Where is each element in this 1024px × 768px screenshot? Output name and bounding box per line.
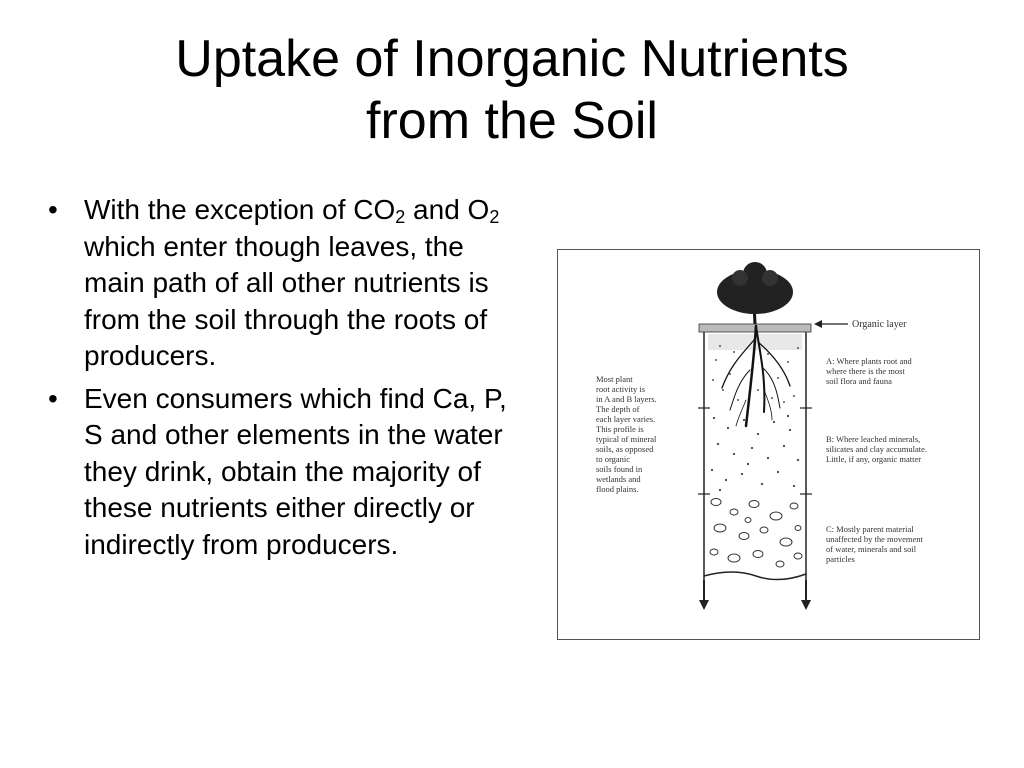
right-arrow-head (801, 600, 811, 610)
svg-text:soils, as opposed: soils, as opposed (596, 444, 654, 454)
bullet-item-2 (48, 381, 518, 564)
bullet-marker: • (48, 194, 58, 225)
bullet-2-text: Even consumers which find Ca, P, S and other elements in the water they drink, obtain the majority of these nutrients either directly or indirectly from producers. (84, 382, 507, 560)
title-line-2: from the Soil (366, 92, 658, 150)
svg-text:in A and B layers.: in A and B layers. (596, 394, 657, 404)
bedrock-line (704, 572, 806, 580)
svg-text:The depth of: The depth of (596, 404, 640, 414)
svg-text:flood plains.: flood plains. (596, 484, 639, 494)
svg-text:particles: particles (826, 554, 855, 564)
layer-a-label (826, 356, 913, 386)
svg-text:soil flora and fauna: soil flora and fauna (826, 376, 892, 386)
svg-text:C: Mostly parent material: C: Mostly parent material (826, 524, 914, 534)
svg-text:where there is the most: where there is the most (826, 366, 905, 376)
left-note (596, 374, 657, 494)
svg-text:root activity is: root activity is (596, 384, 646, 394)
soil-profile-diagram (558, 250, 978, 638)
bullet-1-text-c: which enter though leaves, the main path of all other nutrients is from the soil through the roots of producers. (84, 230, 489, 371)
svg-text:silicates and clay accumulate.: silicates and clay accumulate. (826, 444, 928, 454)
layer-b-label (826, 434, 927, 464)
svg-text:This profile is: This profile is (596, 424, 644, 434)
svg-text:of water, minerals and soil: of water, minerals and soil (826, 544, 917, 554)
slide-title (60, 28, 964, 152)
layer-c-label (826, 524, 923, 564)
svg-text:B: Where leached minerals,: B: Where leached minerals, (826, 434, 921, 444)
left-arrow-head (699, 600, 709, 610)
svg-text:unaffected by the movement: unaffected by the movement (826, 534, 923, 544)
subscript-2: 2 (489, 207, 500, 227)
soil-profile-figure (557, 249, 980, 640)
subscript-2: 2 (395, 207, 406, 227)
shrub-icon (717, 262, 793, 324)
bullet-item-1 (48, 192, 518, 375)
pointer-arrow-head (814, 320, 822, 328)
svg-text:each layer varies.: each layer varies. (596, 414, 656, 424)
title-line-1: Uptake of Inorganic Nutrients (175, 30, 849, 88)
bullet-1-text-a: With the exception of CO (84, 194, 396, 225)
svg-text:soils found in: soils found in (596, 464, 643, 474)
svg-text:to organic: to organic (596, 454, 631, 464)
svg-text:A: Where plants root and: A: Where plants root and (826, 356, 912, 366)
svg-text:Little, if any, organic matter: Little, if any, organic matter (826, 454, 922, 464)
stipple-b-horizon (711, 415, 799, 491)
bullet-list (48, 192, 518, 569)
pebbles-c-horizon (710, 499, 802, 568)
svg-text:wetlands and: wetlands and (596, 474, 641, 484)
bullet-1-text-b: and O (405, 194, 490, 225)
bullet-marker: • (48, 382, 58, 414)
svg-text:typical of mineral: typical of mineral (596, 434, 657, 444)
svg-text:Most plant: Most plant (596, 374, 633, 384)
organic-layer-label: Organic layer (852, 319, 907, 330)
